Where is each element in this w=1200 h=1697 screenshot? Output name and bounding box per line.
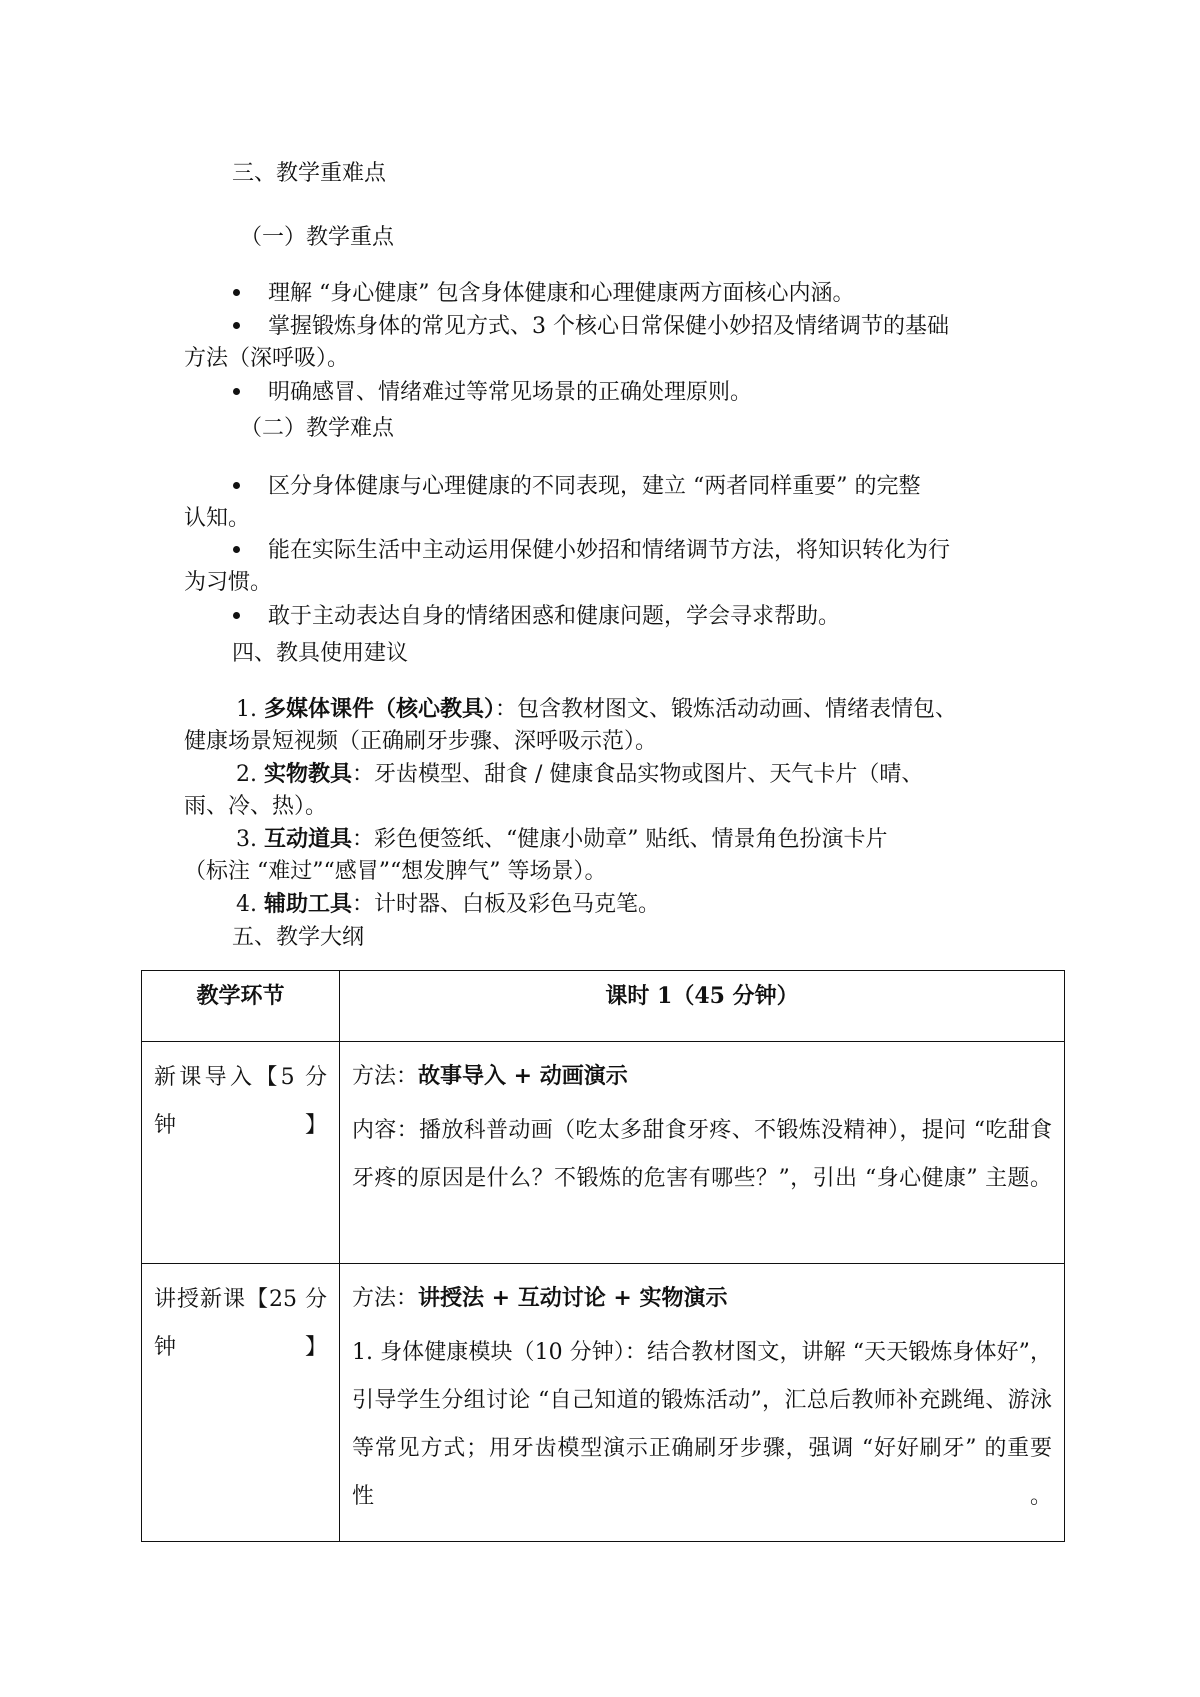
key-point-item-continued: 方法（深呼吸）。 [184, 346, 350, 371]
difficulty-item: 敢于主动表达自身的情绪困惑和健康问题，学会寻求帮助。 [268, 604, 841, 629]
item-number: 2. [236, 762, 257, 787]
key-point-item: 掌握锻炼身体的常见方式、3 个核心日常保健小妙招及情绪调节的基础 [268, 314, 949, 339]
item-text: ：计时器、白板及彩色马克笔。 [352, 892, 661, 917]
key-point-item: 明确感冒、情绪难过等常见场景的正确处理原则。 [268, 380, 753, 405]
table-row [142, 1042, 1065, 1264]
teaching-aid-item [236, 887, 660, 918]
item-number: 4. [236, 892, 257, 917]
table-header-stage: 教学环节 [142, 971, 340, 1042]
method-text: 故事导入 + 动画演示 [418, 1063, 628, 1089]
teaching-aid-item-continued: 雨、冷、热）。 [184, 794, 328, 819]
teaching-aid-item [236, 757, 923, 788]
method-prefix: 方法： [352, 1064, 419, 1089]
bullet-icon [233, 289, 240, 296]
content-cell [340, 1264, 1065, 1542]
stage-cell [142, 1042, 340, 1264]
difficulty-item: 区分身体健康与心理健康的不同表现，建立 “两者同样重要” 的完整 [268, 474, 921, 499]
stage-cell [142, 1264, 340, 1542]
table-header-row [142, 971, 1065, 1042]
bullet-icon [233, 546, 240, 553]
stage-label: 新课导入【5 分钟】 [154, 1065, 327, 1138]
table-header-period: 课时 1（45 分钟） [340, 971, 1065, 1042]
section-5-title: 五、教学大纲 [232, 925, 365, 950]
difficulty-item-continued: 认知。 [184, 506, 251, 531]
item-label: 辅助工具 [264, 891, 353, 917]
difficulty-item: 能在实际生活中主动运用保健小妙招和情绪调节方法，将知识转化为行 [268, 538, 951, 563]
difficulty-item-continued: 为习惯。 [184, 570, 273, 595]
teaching-aid-item-continued: （标注 “难过”“感冒”“想发脾气” 等场景）。 [184, 859, 607, 884]
item-text: ：牙齿模型、甜食 / 健康食品实物或图片、天气卡片（晴、 [352, 762, 924, 787]
bullet-icon [233, 388, 240, 395]
method-line [352, 1052, 1052, 1101]
subsection-key-points-title: （一）教学重点 [240, 225, 395, 250]
teaching-aid-item [236, 692, 957, 723]
stage-label: 讲授新课【25 分钟】 [154, 1287, 327, 1360]
bullet-icon [233, 612, 240, 619]
content-text: 1. 身体健康模块（10 分钟）：结合教材图文，讲解 “天天锻炼身体好”，引导学生分组讨论 “自己知道的锻炼活动”，汇总后教师补充跳绳、游泳等常见方式；用牙齿模型演示正确刷牙步骤，强调 “好好刷牙” 的重要性。 [352, 1340, 1052, 1509]
item-label: 实物教具 [264, 761, 353, 787]
method-prefix: 方法： [352, 1286, 419, 1311]
item-text: ：彩色便签纸、“健康小勋章” 贴纸、情景角色扮演卡片 [352, 827, 888, 852]
subsection-difficulties-title: （二）教学难点 [240, 416, 395, 441]
content-cell [340, 1042, 1065, 1264]
teaching-outline-table [141, 970, 1065, 1542]
bullet-icon [233, 482, 240, 489]
key-point-item: 理解 “身心健康” 包含身体健康和心理健康两方面核心内涵。 [268, 281, 855, 306]
item-text: ：包含教材图文、锻炼活动动画、情绪表情包、 [495, 697, 958, 722]
section-4-title: 四、教具使用建议 [232, 641, 409, 666]
section-3-title: 三、教学重难点 [232, 161, 387, 186]
teaching-aid-item [236, 822, 888, 853]
method-line [352, 1274, 1052, 1323]
item-number: 1. [236, 697, 257, 722]
bullet-icon [233, 322, 240, 329]
item-label: 互动道具 [264, 826, 353, 852]
method-text: 讲授法 + 互动讨论 + 实物演示 [418, 1285, 728, 1311]
table-row [142, 1264, 1065, 1542]
item-label: 多媒体课件（核心教具） [264, 696, 496, 722]
teaching-aid-item-continued: 健康场景短视频（正确刷牙步骤、深呼吸示范）。 [184, 729, 658, 754]
item-number: 3. [236, 827, 257, 852]
content-text: 内容：播放科普动画（吃太多甜食牙疼、不锻炼没精神），提问 “吃甜食牙疼的原因是什么？不锻炼的危害有哪些？”，引出 “身心健康” 主题。 [352, 1118, 1052, 1191]
